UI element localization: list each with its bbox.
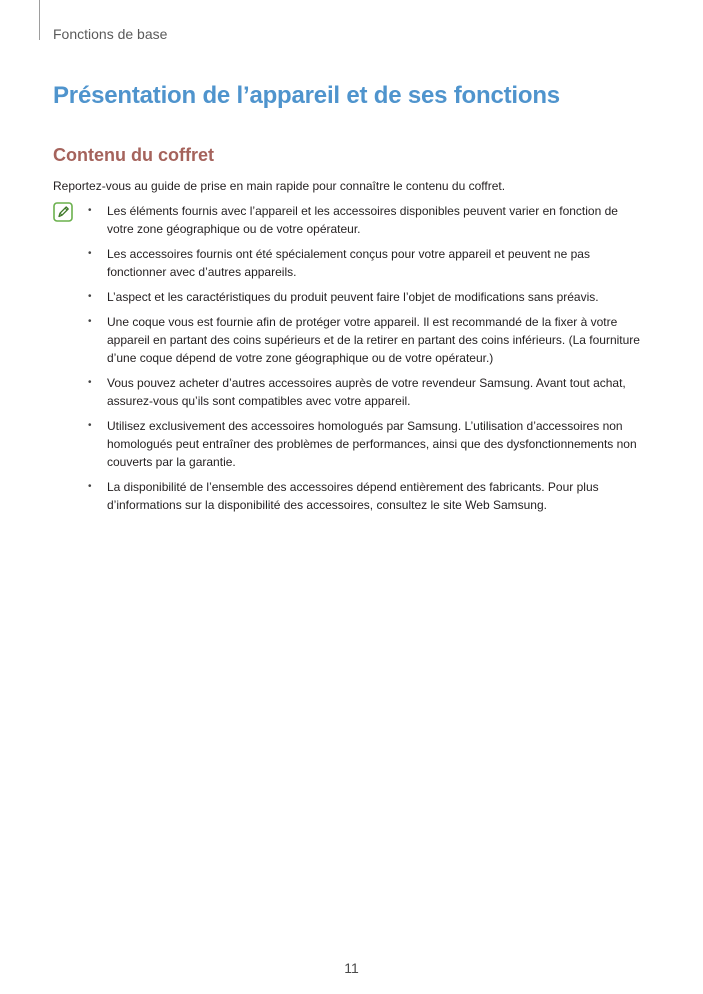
- bullet: •: [88, 291, 92, 302]
- note-item-text: L’aspect et les caractéristiques du produit peuvent faire l’objet de modifications sans préavis.: [107, 290, 599, 304]
- note-item: [86, 417, 646, 471]
- note-item: [86, 313, 646, 367]
- note-item-text: Une coque vous est fournie afin de protéger votre appareil. Il est recommandé de la fixer à votre appareil en partant des coins supérieurs et de la retirer en partant des coins inférieurs. (La fourniture d’une coque dépend de votre zone géographique ou de votre opérateur.): [107, 315, 640, 365]
- note-pencil-icon: [53, 202, 73, 222]
- note-list: [86, 202, 646, 521]
- note-item-text: La disponibilité de l’ensemble des accessoires dépend entièrement des fabricants. Pour plus d’informations sur la disponibilité des accessoires, consultez le site Web Samsung.: [107, 480, 599, 512]
- bullet: •: [88, 316, 92, 327]
- note-item: [86, 245, 646, 281]
- note-item-text: Les éléments fournis avec l’appareil et les accessoires disponibles peuvent varier en fonction de votre zone géographique ou de votre opérateur.: [107, 204, 618, 236]
- note-item: [86, 374, 646, 410]
- page-number: 11: [344, 960, 359, 976]
- note-item-text: Vous pouvez acheter d’autres accessoires auprès de votre revendeur Samsung. Avant tout achat, assurez-vous qu’ils sont compatibles avec votre appareil.: [107, 376, 626, 408]
- bullet: •: [88, 481, 92, 492]
- bullet: •: [88, 248, 92, 259]
- note-item-text: Les accessoires fournis ont été spécialement conçus pour votre appareil et peuvent ne pas fonctionner avec d’autres appareils.: [107, 247, 590, 279]
- note-item: [86, 288, 646, 306]
- header-margin-rule: [39, 0, 40, 40]
- section-intro: Reportez-vous au guide de prise en main rapide pour connaître le contenu du coffret.: [53, 179, 506, 193]
- note-item: [86, 202, 646, 238]
- running-header: Fonctions de base: [53, 26, 168, 42]
- bullet: •: [88, 205, 92, 216]
- note-item: [86, 478, 646, 514]
- bullet: •: [88, 420, 92, 431]
- note-item-text: Utilisez exclusivement des accessoires homologués par Samsung. L’utilisation d’accessoires non homologués peut entraîner des problèmes de performances, ainsi que des dysfonctionnements non couverts par la garantie.: [107, 419, 637, 469]
- page-title: Présentation de l’appareil et de ses fonctions: [53, 82, 560, 109]
- bullet: •: [88, 377, 92, 388]
- section-title: Contenu du coffret: [53, 145, 214, 165]
